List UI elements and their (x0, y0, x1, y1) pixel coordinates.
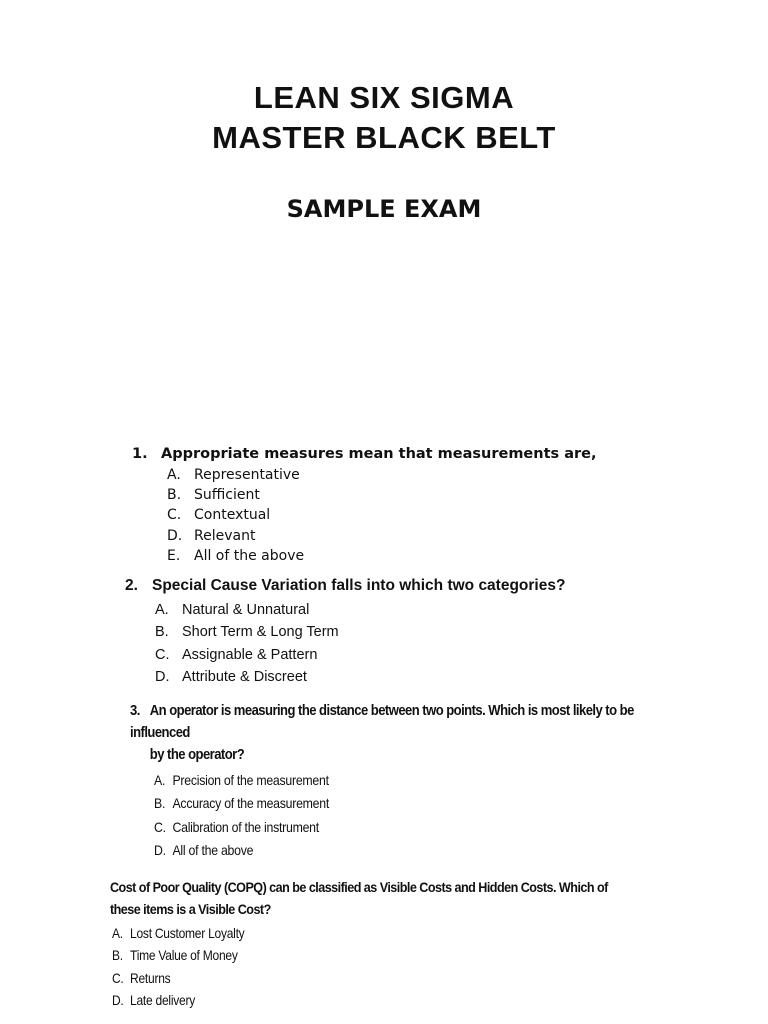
option-item (167, 505, 596, 525)
option-text: Returns (130, 969, 171, 986)
question-text-line-2: by the operator? (149, 747, 245, 763)
question-number: 1. (132, 446, 148, 462)
option-letter: A. (155, 602, 169, 618)
title-line-2: MASTER BLACK BELT (212, 120, 556, 155)
option-item (167, 465, 596, 485)
option-item (154, 816, 608, 839)
question-text-line-2: these items is a Visible Cost? (110, 901, 271, 917)
option-text: Natural & Unnatural (182, 602, 310, 618)
option-text: Late delivery (130, 992, 195, 1009)
question-stem (132, 446, 596, 462)
title-line-1: LEAN SIX SIGMA (253, 80, 515, 115)
option-letter: C. (155, 646, 170, 663)
option-letter: B. (167, 487, 182, 504)
option-letter: D. (112, 992, 124, 1009)
option-item (112, 944, 592, 966)
option-text: All of the above (172, 841, 254, 858)
option-list (167, 465, 596, 566)
option-item (167, 485, 596, 505)
question-text: Appropriate measures mean that measurements are, (161, 446, 597, 462)
option-letter: C. (167, 507, 182, 524)
option-item (155, 599, 565, 621)
option-text: Short Term & Long Term (182, 624, 339, 641)
option-letter: C. (154, 818, 166, 835)
option-item (112, 989, 592, 1011)
question-text-line-1: An operator is measuring the distance between two points. Which is most likely to be influenced (130, 703, 634, 741)
option-text: All of the above (194, 547, 305, 564)
option-text: Time Value of Money (130, 947, 238, 964)
option-text: Calibration of the instrument (172, 818, 319, 835)
option-text: Assignable & Pattern (182, 646, 318, 663)
option-item (154, 839, 608, 862)
question-stem (110, 876, 641, 920)
option-letter: D. (154, 841, 166, 858)
option-letter: B. (154, 795, 166, 812)
question-1 (132, 446, 596, 566)
question-text-line-1: Cost of Poor Quality (COPQ) can be classified as Visible Costs and Hidden Costs. Which of (110, 879, 608, 895)
option-item (155, 621, 565, 643)
option-letter: B. (155, 624, 169, 641)
option-item (154, 792, 608, 815)
question-copq (110, 876, 670, 1012)
option-item (167, 546, 596, 566)
option-text: Representative (194, 467, 300, 483)
option-letter: A. (167, 467, 181, 483)
option-letter: C. (112, 969, 124, 986)
option-item (112, 922, 592, 944)
question-text: Special Cause Variation falls into which two categories? (152, 577, 566, 594)
option-text: Precision of the measurement (172, 772, 329, 788)
question-3 (130, 700, 670, 862)
option-letter: A. (112, 925, 123, 941)
question-number: 3. (130, 703, 140, 719)
option-list (112, 922, 670, 1012)
option-item (154, 769, 608, 792)
option-text: Accuracy of the measurement (172, 795, 330, 812)
option-item (155, 666, 565, 688)
option-text: Attribute & Discreet (182, 669, 307, 686)
subtitle: SAMPLE EXAM (286, 195, 482, 223)
option-list (154, 769, 670, 862)
option-item (167, 526, 596, 546)
option-letter: D. (155, 669, 170, 686)
option-letter: B. (112, 947, 123, 964)
option-text: Sufficient (194, 487, 260, 504)
option-letter: D. (167, 527, 183, 544)
option-text: Contextual (194, 507, 271, 524)
option-item (112, 967, 592, 989)
option-letter: E. (167, 547, 181, 564)
option-text: Relevant (194, 527, 256, 544)
option-text: Lost Customer Loyalty (130, 925, 245, 941)
question-2 (125, 577, 565, 689)
question-stem (130, 700, 661, 766)
question-number: 2. (125, 577, 138, 594)
question-stem (125, 577, 565, 595)
option-letter: A. (154, 772, 166, 788)
option-list (155, 599, 565, 689)
option-item (155, 644, 565, 666)
